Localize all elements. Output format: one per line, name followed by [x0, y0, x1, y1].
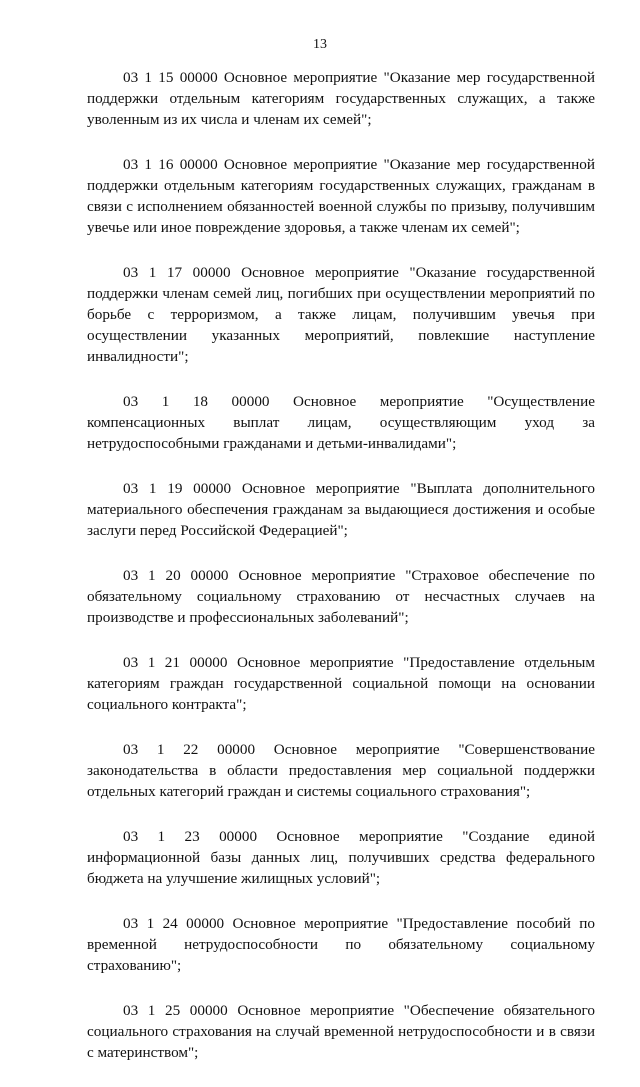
- paragraph: 03 1 21 00000 Основное мероприятие "Предоставление отдельным категориям граждан государственной социальной помощи на основании социального контракта";: [87, 654, 595, 713]
- paragraph: 03 1 15 00000 Основное мероприятие "Оказание мер государственной поддержки отдельным категориям государственных служащих, а также уволенным из их числа и членам их семей";: [87, 69, 595, 128]
- paragraph: 03 1 20 00000 Основное мероприятие "Страховое обеспечение по обязательному социальному страхованию от несчастных случаев на производстве и профессиональных заболеваний";: [87, 567, 595, 626]
- paragraph: 03 1 23 00000 Основное мероприятие "Создание единой информационной базы данных лиц, получивших средства федерального бюджета на улучшение жилищных условий";: [87, 828, 595, 887]
- paragraph: 03 1 22 00000 Основное мероприятие "Совершенствование законодательства в области предоставления мер социальной поддержки отдельных категорий граждан и системы социального страхования";: [87, 741, 595, 800]
- page-number: 13: [313, 37, 327, 52]
- paragraph: 03 1 24 00000 Основное мероприятие "Предоставление пособий по временной нетрудоспособности по обязательному социальному страхованию";: [87, 915, 595, 974]
- paragraph: 03 1 17 00000 Основное мероприятие "Оказание государственной поддержки членам семей лиц, погибших при осуществлении мероприятий по борьбе с терроризмом, а также лицам, получившим увечья при осуществлении указанных мероприятий, повлекшие наступление инвалидности";: [87, 264, 595, 365]
- paragraph: 03 1 16 00000 Основное мероприятие "Оказание мер государственной поддержки отдельным категориям государственных служащих, гражданам в связи с исполнением обязанностей военной службы по призыву, получившим увечье или иное повреждение здоровья, а также членам их семей";: [87, 156, 595, 236]
- paragraph: 03 1 19 00000 Основное мероприятие "Выплата дополнительного материального обеспечения гражданам за выдающиеся достижения и особые заслуги перед Российской Федерацией";: [87, 480, 595, 539]
- paragraph: 03 1 25 00000 Основное мероприятие "Обеспечение обязательного социального страхования на случай временной нетрудоспособности и в связи с материнством";: [87, 1002, 595, 1061]
- paragraph: 03 1 18 00000 Основное мероприятие "Осуществление компенсационных выплат лицам, осуществляющим уход за нетрудоспособными гражданами и детьми-инвалидами";: [87, 393, 595, 452]
- document-body: [87, 67, 595, 1087]
